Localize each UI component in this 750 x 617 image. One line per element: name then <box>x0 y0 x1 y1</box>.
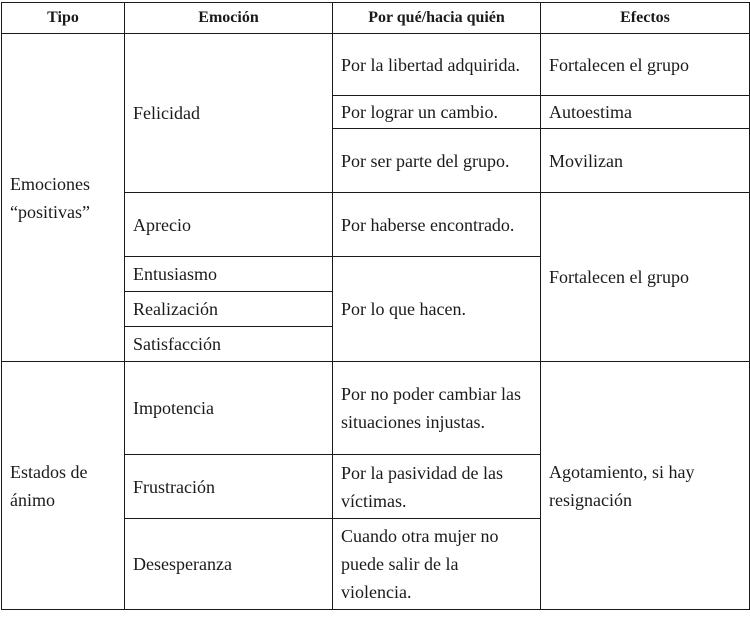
por-que-cell: Por no poder cambiar las situaciones injustas. <box>333 362 541 455</box>
header-emocion: Emoción <box>125 3 333 34</box>
emocion-cell: Entusiasmo <box>125 257 333 292</box>
por-que-cell: Por haberse encontrado. <box>333 193 541 257</box>
por-que-cell: Por lo que hacen. <box>333 257 541 362</box>
header-efectos: Efectos <box>541 3 750 34</box>
emocion-cell: Desesperanza <box>125 519 333 610</box>
efectos-cell: Agotamiento, si hay resignación <box>541 362 750 610</box>
header-row <box>2 3 750 34</box>
efectos-cell: Autoestima <box>541 96 750 129</box>
emotions-table <box>1 2 750 610</box>
por-que-cell: Por lograr un cambio. <box>333 96 541 129</box>
tipo-cell: Emociones “positivas” <box>2 34 125 362</box>
por-que-cell: Por ser parte del grupo. <box>333 129 541 193</box>
header-por-que: Por qué/hacia quién <box>333 3 541 34</box>
efectos-cell: Fortalecen el grupo <box>541 34 750 96</box>
emocion-cell: Satisfacción <box>125 327 333 362</box>
header-tipo: Tipo <box>2 3 125 34</box>
por-que-cell: Cuando otra mujer no puede salir de la violencia. <box>333 519 541 610</box>
efectos-cell: Movilizan <box>541 129 750 193</box>
emocion-cell: Felicidad <box>125 34 333 193</box>
table-row <box>2 34 750 96</box>
emocion-cell: Aprecio <box>125 193 333 257</box>
emocion-cell: Impotencia <box>125 362 333 455</box>
efectos-cell: Fortalecen el grupo <box>541 193 750 362</box>
por-que-cell: Por la libertad adquirida. <box>333 34 541 96</box>
emocion-cell: Realización <box>125 292 333 327</box>
por-que-cell: Por la pasividad de las víctimas. <box>333 455 541 519</box>
emocion-cell: Frustración <box>125 455 333 519</box>
table-row <box>2 362 750 455</box>
tipo-cell: Estados de ánimo <box>2 362 125 610</box>
